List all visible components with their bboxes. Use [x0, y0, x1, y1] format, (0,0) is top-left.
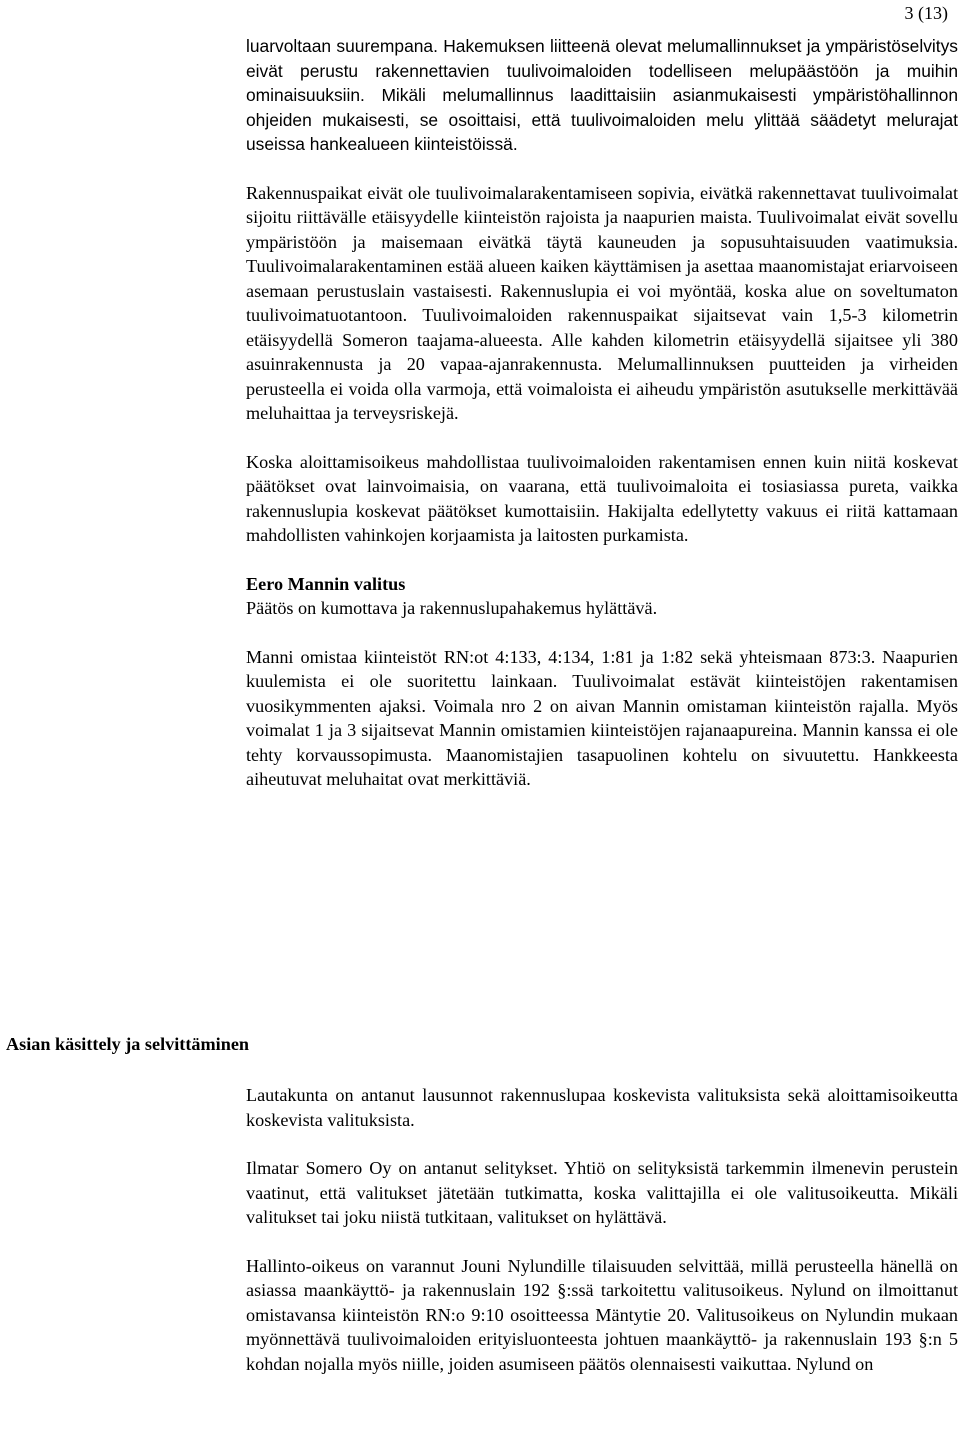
paragraph-building-sites: Rakennuspaikat eivät ole tuulivoimalarakentamiseen sopivia, eivätkä rakennettavat tuulivoimalat sijoitu riittävälle etäisyydelle kiinteistön rajoista ja naapurien maista. Tuulivoimalat eivät sovellu ympäristöön ja maisemaan eivätkä täytä kauneuden ja sopusuhtaisuuden vaatimuksia. Tuulivoimalarakentaminen estää alueen kaiken käyttämisen ja asettaa maanomistajat eriarvoiseen asemaan perustuslain vastaisesti. Rakennuslupia ei voi myöntää, koska alue on soveltumaton tuulivoimatuotantoon. Tuulivoimaloiden rakennuspaikat sijaitsevat vain 1,5-3 kilometrin etäisyydellä Someron taajama-alueesta. Alle kahden kilometrin etäisyydellä sijaitsee yli 380 asuinrakennusta ja 20 vapaa-ajanrakennusta. Melumallinnuksen puutteiden ja virheiden perusteella ei voida olla varmoja, että voimaloista ei aiheudu ympäristön asutukselle merkittävää meluhaittaa ja terveysriskejä. [246, 182, 958, 423]
appeal-heading-mannin: Eero Mannin valitus [246, 573, 406, 594]
appeal-text-section [246, 34, 958, 792]
paragraph-nylund-standing: Hallinto-oikeus on varannut Jouni Nylundille tilaisuuden selvittää, millä perusteella hänellä on asiassa maankäyttö- ja rakennuslain 192 §:ssä tarkoitettu valitusoikeus. Nylund on ilmoittanut omistavansa kiinteistön RN:o 9:10 osoitteessa Mäntytie 20. Valitusoikeus on Nylundin mukaan myönnettävä tuulivoimaloiden erityisluonteesta johtuen maankäyttö- ja rakennuslain 193 §:n 5 kohdan nojalla myös niille, joiden asumiseen päätös olennaisesti vaikuttaa. Nylund on [246, 1255, 958, 1374]
page-number: 3 (13) [904, 3, 948, 23]
paragraph-mannin-properties: Manni omistaa kiinteistöt RN:ot 4:133, 4:134, 1:81 ja 1:82 sekä yhteismaan 873:3. Naapurien kuulemista ei ole suoritettu lainkaan. Tuulivoimalat estävät kiinteistöjen rakentamisen vuosikymmenten ajaksi. Voimala nro 2 on aivan Mannin omistaman kiinteistön rajalla. Myös voimalat 1 ja 3 sijaitsevat Mannin omistamien kiinteistöjen rajanaapureina. Mannin kanssa ei ole tehty korvaussopimusta. Maanomistajien tasapuolinen kohtelu on sivuutettu. Hankkeesta aiheutuvat meluhaitat ovat merkittäviä. [246, 646, 958, 789]
paragraph-ilmatar-explanations: Ilmatar Somero Oy on antanut selitykset. Yhtiö on selityksistä tarkemmin ilmenevin perustein vaatinut, että valitukset jätetään tutkimatta, koska valittajilla ei ole valitusoikeutta. Mikäli valitukset tai joku niistä tutkitaan, valitukset on hylättävä. [246, 1158, 958, 1227]
paragraph-noise-modelling: luarvoltaan suurempana. Hakemuksen liitteenä olevat melumallinnukset ja ympäristöselvitys eivät perustu rakennettavien tuulivoimaloiden todelliseen melupäästöön ja muihin ominaisuuksiin. Mikäli melumallinnus laadittaisiin asianmukaisesti ympäristöhallinnon ohjeiden mukaisesti, se osoittaisi, että tuulivoimaloiden melu ylittää säädetyt melurajat useissa hankealueen kiinteistöissä. [246, 36, 958, 154]
paragraph-demand: Päätös on kumottava ja rakennuslupahakemus hylättävä. [246, 598, 658, 618]
paragraph-start-permission: Koska aloittamisoikeus mahdollistaa tuulivoimaloiden rakentamisen ennen kuin niitä koskevat päätökset ovat lainvoimaisia, on vaarana, että tuulivoimaloita ei tosiasiassa pureta, vaikka rakennuslupia koskevat päätökset kumottaisiin. Hakijalta edellytetty vakuus ei riitä kattamaan mahdollisten vahinkojen korjaamista ja laitosten purkamista. [246, 451, 958, 545]
processing-text-section [246, 1083, 958, 1376]
section-heading-processing: Asian käsittely ja selvittäminen [6, 1034, 250, 1054]
paragraph-board-statements: Lautakunta on antanut lausunnot rakennuslupaa koskevista valituksista sekä aloittamisoikeutta koskevista valituksista. [246, 1085, 958, 1130]
